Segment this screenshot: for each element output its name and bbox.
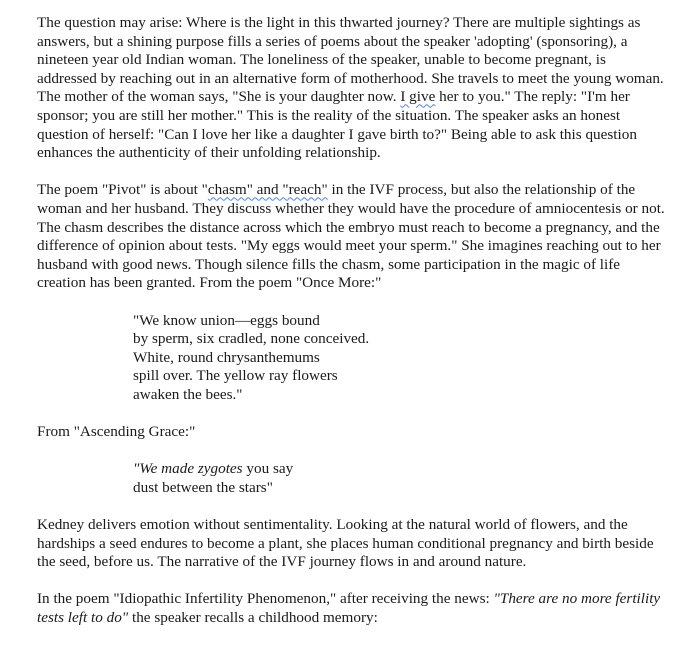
poem-line: spill over. The yellow ray flowers [133, 367, 338, 385]
paragraph-text: the speaker recalls a childhood memory: [128, 609, 378, 626]
paragraph-text: The poem "Pivot" is about " [37, 181, 208, 199]
poem-text: you say [242, 460, 294, 478]
poem-quote-ascending-grace [37, 460, 669, 497]
poem-italic-text: "We made zygotes [133, 460, 243, 478]
paragraph-sponsorship[interactable] [37, 14, 669, 163]
poem-quote-once-more [37, 312, 669, 405]
paragraph-text: her to you." The reply: "I'm her sponsor; you are still her mother." This is the reality of the situation. The speaker asks an honest question of herself: "Can I love her like a daughter I gave birth to?" Being able to ask this question enhances the authenticity of their unfolding relationship. [37, 88, 637, 162]
poem-line [133, 460, 669, 479]
paragraph-idiopathic[interactable] [37, 590, 669, 627]
paragraph-text: The question may arise: Where is the light in this thwarted journey? There are multiple sightings as answers, but a shining purpose fills a series of poems about the speaker 'adopting' (sponsoring), a nineteen year old Indian woman. The loneliness of the speaker, unable to become pregnant, is addressed by reaching out in an alternative form of motherhood. She travels to meet the young woman. The mother of the woman says, "She is your daughter now. [37, 14, 664, 106]
spellcheck-flagged-text[interactable]: I give [400, 88, 436, 106]
intro-ascending-grace: From "Ascending Grace:" [37, 423, 196, 441]
paragraph-pivot[interactable] [37, 181, 669, 293]
paragraph-text: in the IVF process, but also the relationship of the woman and her husband. They discuss whether they would have the procedure of amniocentesis or not. The chasm describes the distance across which the embryo must reach to become a pregnancy, and the difference of opinion about tests. "My eggs would meet your sperm." She imagines reaching out to her husband with good news. Though silence fills the chasm, some participation in the magic of life creation has been granted. From the poem "Once More:" [37, 181, 665, 292]
poem-line: "We know union—eggs bound [133, 311, 320, 329]
poem-line: White, round chrysanthemums [133, 348, 320, 366]
poem-line: awaken the bees." [133, 385, 243, 403]
poem-line: by sperm, six cradled, none conceived. [133, 330, 370, 348]
italic-quote: "There are no more fertility tests left to do" [37, 590, 661, 626]
poem-line: dust between the stars" [133, 478, 273, 496]
paragraph-text: In the poem "Idiopathic Infertility Phenomenon," after receiving the news: [37, 590, 494, 608]
paragraph-kedney[interactable]: Kedney delivers emotion without sentimentality. Looking at the natural world of flowers, and the hardships a seed endures to become a plant, she places human conditional pregnancy and birth beside the seed, before us. The narrative of the IVF journey flows in and around nature. [37, 516, 654, 571]
spellcheck-flagged-text[interactable]: chasm" and "reach" [207, 181, 328, 199]
